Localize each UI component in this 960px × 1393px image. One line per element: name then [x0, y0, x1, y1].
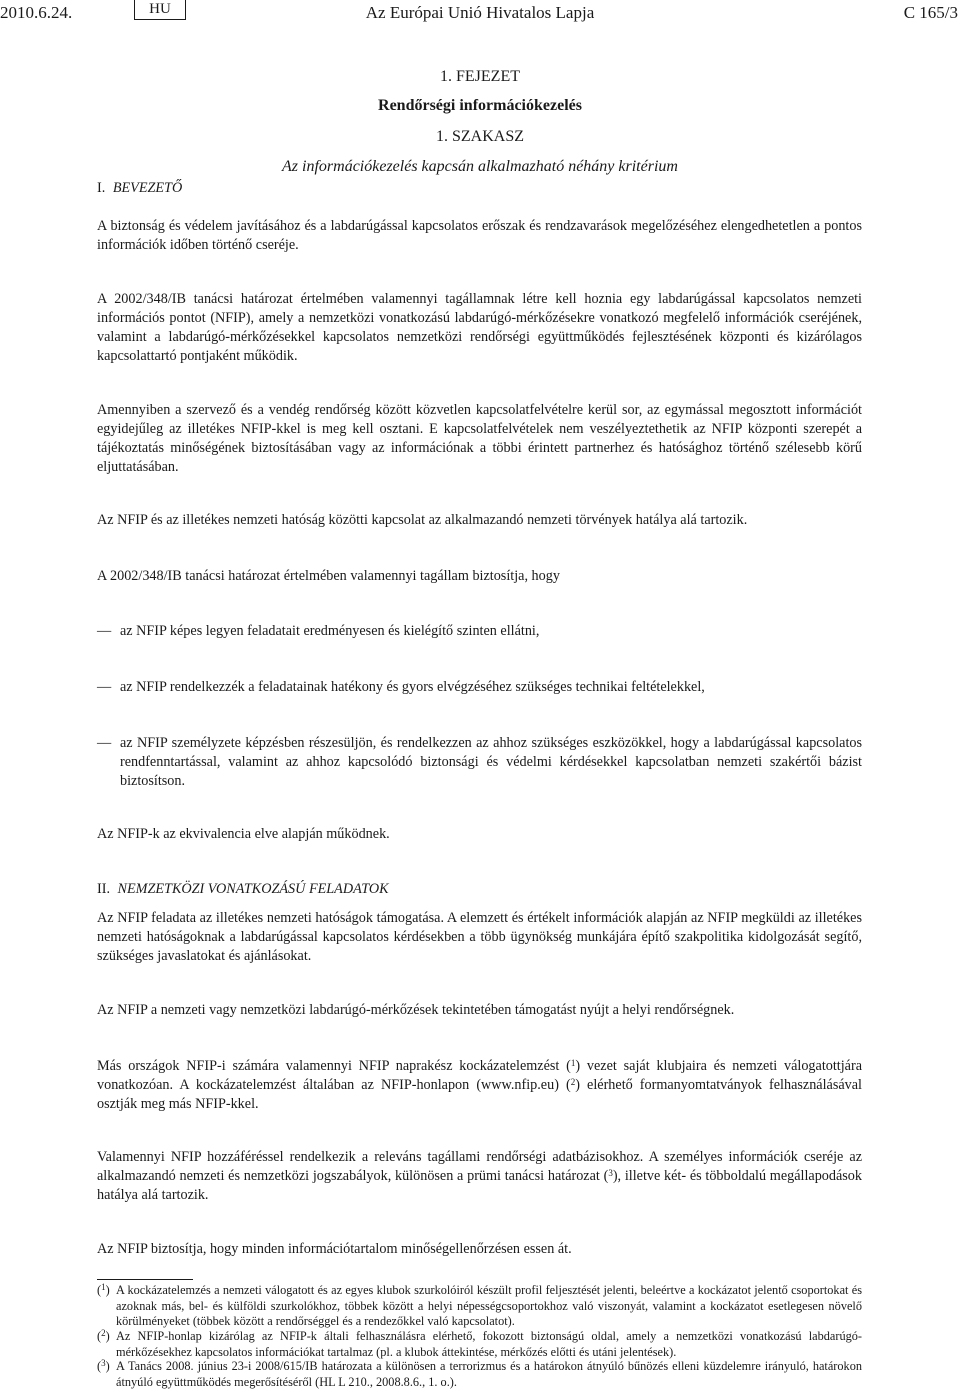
paragraph-intro-3: Amennyiben a szervező és a vendég rendőrség között közvetlen kapcsolatfelvételre kerül sor, az egymással megosztott információt egyidejűleg az illetékes NFIP-kkel is meg kell osztani. E kapcsolatfelvételek nem veszélyeztethetik az NFIP központi szerepét a tájékoztatás minőségének biztosításában vagy az információnak a többi érintett partnerhez és hatósághoz történő szélesebb körű eljuttatásában. — [97, 402, 862, 476]
dash-marker: — — [97, 679, 112, 695]
paragraph-tasks-1: Az NFIP feladata az illetékes nemzeti hatóságok támogatása. A elemzett és értékelt információk alapján az NFIP megküldi az illetékes nemzeti hatóságoknak a labdarúgással kapcsolatos kérdésekben a több ügynökség munkájára építő szakpolitika kidolgozását segítő, szükséges javaslatokat és ajánlásokat. — [97, 910, 862, 965]
paragraph-tasks-4: Valamennyi NFIP hozzáféréssel rendelkezik a releváns tagállami rendőrségi adatbázisokhoz. A személyes információk cseréje az alkalmazandó nemzeti és nemzetközi jogszabályok, különösen a prümi tanácsi határozat ($^3$), illetve két- és többoldalú megállapodások hatálya alá tartozik. — [97, 1149, 862, 1204]
footnote-text: A Tanács 2008. június 23-i 2008/615/IB határozata a különösen a terrorizmus és a határokon átnyúló bűnözés elleni küzdelemre irányuló, határokon átnyúló együttműködés megerősítéséről (HL L 210., 2008.8.6., 1. o.). — [116, 1359, 862, 1389]
part-2-title: NEMZETKÖZI VONATKOZÁSÚ FELADATOK — [117, 881, 389, 897]
paragraph-intro-1: A biztonság és védelem javításához és a labdarúgással kapcsolatos erőszak és rendzavarások megelőzéséhez elengedhetetlen a pontos információk időben történő cseréje. — [97, 218, 862, 254]
paragraph-tasks-5: Az NFIP biztosítja, hogy minden információtartalom minőségellenőrzésen essen át. — [97, 1241, 572, 1257]
footnote-ref-2[interactable]: 2 — [570, 1077, 576, 1088]
list-item — [97, 734, 862, 791]
page-number: C 165/3 — [903, 3, 958, 22]
list-item-text: az NFIP képes legyen feladatait eredményesen és kielégítő szinten ellátni, — [120, 623, 540, 639]
chapter-number: 1. FEJEZET — [440, 68, 520, 85]
paragraph-intro-5: A 2002/348/IB tanácsi határozat értelmében valamennyi tagállam biztosítja, hogy — [97, 568, 560, 584]
footnote-divider — [97, 1279, 193, 1280]
footnote — [97, 1359, 862, 1390]
publication-date: 2010.6.24. — [0, 3, 73, 22]
part-2-heading — [97, 880, 389, 899]
footnote-number: ($^1$) — [97, 1282, 110, 1297]
paragraph-tasks-3: Más országok NFIP-i számára valamennyi NFIP naprakész kockázatelemzést ($^1$) vezet saját klubjaira és nemzeti válogatottjára vonatkozóan. A kockázatelemzést általában az NFIP-honlapon (www.nfip.eu) ($^2$) elérhető formanyomtatványok felhasználásával osztják meg más NFIP-kkel. — [97, 1058, 862, 1113]
footnote — [97, 1329, 862, 1360]
list-item — [97, 678, 862, 697]
list-item-text: az NFIP rendelkezzék a feladatainak hatékony és gyors elvégzéséhez szükséges technikai feltételekkel, — [120, 679, 705, 695]
section-title: Az információkezelés kapcsán alkalmazható néhány kritérium — [282, 158, 678, 175]
footnote-ref-1[interactable]: 1 — [570, 1058, 576, 1068]
language-code-box: HU — [134, 0, 186, 20]
dash-marker: — — [97, 623, 112, 639]
part-1-number: I. — [97, 180, 106, 196]
footnote-text: Az NFIP-honlap kizárólag az NFIP-k általi felhasználásra elérhető, fokozott biztonságú oldal, amely a nemzetközi vonatkozású labdarúgó-mérkőzésekhez kapcsolatos információkat tartalmaz (pl. a klubok áttekintése, mérkőzés előtti és utáni jelentések). — [116, 1329, 862, 1359]
paragraph-tasks-2: Az NFIP a nemzeti vagy nemzetközi labdarúgó-mérkőzések tekintetében támogatást nyújt a helyi rendőrségnek. — [97, 1002, 735, 1018]
footnote — [97, 1283, 862, 1330]
footnote-number: ($^2$) — [97, 1328, 110, 1343]
footnote-number: ($^3$) — [97, 1358, 110, 1373]
footnote-ref-3[interactable]: 3 — [608, 1168, 613, 1179]
paragraph-intro-4: Az NFIP és az illetékes nemzeti hatóság közötti kapcsolat az alkalmazandó nemzeti törvények hatálya alá tartozik. — [97, 512, 748, 528]
dash-marker: — — [97, 735, 112, 751]
paragraph-intro-2: A 2002/348/IB tanácsi határozat értelmében valamennyi tagállamnak létre kell hoznia egy labdarúgással kapcsolatos nemzeti információs pontot (NFIP), amely a nemzetközi vonatkozású labdarúgó-mérkőzésekre vonatkozó megfelelő információk cseréjének, valamint a labdarúgó-mérkőzésekkel kapcsolatos nemzetközi rendőrségi együttműködés fejlesztésének központi és kizárólagos kapcsolattartó pontjaként működik. — [97, 291, 862, 365]
journal-title: Az Európai Unió Hivatalos Lapja — [365, 3, 595, 22]
part-2-number: II. — [97, 881, 110, 897]
list-item — [97, 622, 862, 641]
footnote-text: A kockázatelemzés a nemzeti válogatott és az egyes klubok szurkolóiról készült profil feljesztését jelenti, beleértve a kockázatot jelentő csoportokat és azoknak más, bel- és külföldi szurkolókhoz, többek között a helyi népességcsoportokhoz való viszonyát, valamint a kockázatot esetlegesen növelő körülményeket (többek között a rendőrséggel és a rendezőkkel való kapcsolatot). — [116, 1283, 862, 1328]
paragraph-intro-6: Az NFIP-k az ekvivalencia elve alapján működnek. — [97, 826, 390, 842]
list-item-text: az NFIP személyzete képzésben részesüljön, és rendelkezzen az ahhoz szükséges eszközökkel, hogy a labdarúgással kapcsolatos rendfenntartással, valamint az ahhoz kapcsolódó biztonsági és védelmi kérdésekkel kapcsolatban nemzeti szakértői bázist biztosítson. — [120, 735, 862, 790]
part-1-title: BEVEZETŐ — [112, 180, 183, 196]
part-1-heading — [97, 179, 182, 198]
section-number: 1. SZAKASZ — [435, 128, 524, 145]
chapter-title: Rendőrségi információkezelés — [378, 97, 582, 114]
